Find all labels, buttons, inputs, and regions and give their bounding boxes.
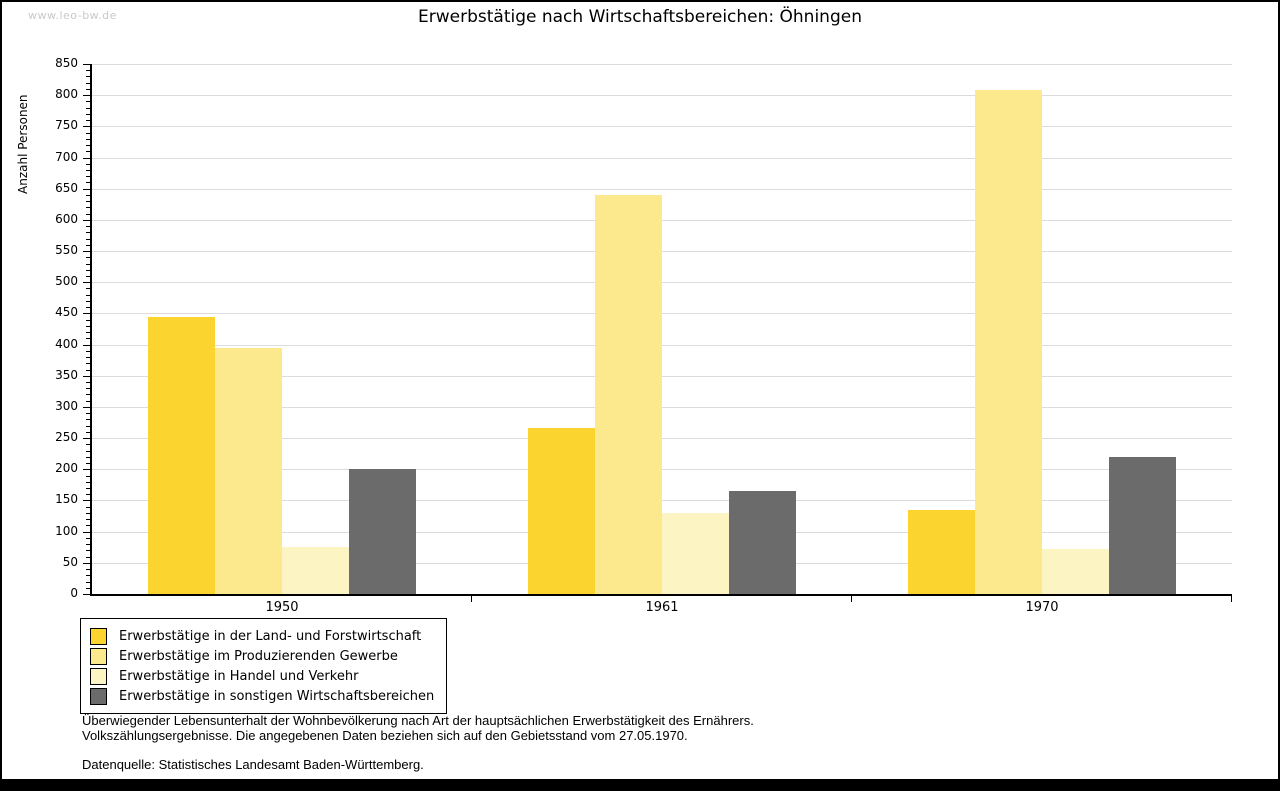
y-axis-tick [83, 469, 90, 470]
gridline [92, 189, 1232, 190]
y-axis-tick-label: 600 [55, 211, 78, 226]
y-axis-tick [83, 282, 90, 283]
y-axis-minor-tick [86, 145, 90, 146]
y-axis-tick-label: 100 [55, 523, 78, 538]
footnote-source: Datenquelle: Statistisches Landesamt Baden-Württemberg. [82, 757, 424, 772]
bar [975, 90, 1042, 594]
y-axis-minor-tick [86, 270, 90, 271]
y-axis-minor-tick [86, 70, 90, 71]
y-axis-minor-tick [86, 288, 90, 289]
y-axis-minor-tick [86, 525, 90, 526]
x-axis-category-label: 1970 [1025, 600, 1059, 615]
y-axis-minor-tick [86, 394, 90, 395]
gridline [92, 313, 1232, 314]
x-axis-tick [851, 596, 852, 602]
y-axis-minor-tick [86, 357, 90, 358]
y-axis-tick-label: 700 [55, 149, 78, 164]
y-axis-minor-tick [86, 351, 90, 352]
bar [148, 317, 215, 594]
y-axis-tick [83, 158, 90, 159]
y-axis-tick-label: 650 [55, 180, 78, 195]
y-axis-tick-label: 750 [55, 118, 78, 133]
y-axis-minor-tick [86, 582, 90, 583]
x-axis-category-label: 1961 [645, 600, 679, 615]
legend-row [90, 646, 434, 666]
y-axis-minor-tick [86, 201, 90, 202]
gridline [92, 345, 1232, 346]
gridline [92, 282, 1232, 283]
y-axis-minor-tick [86, 588, 90, 589]
y-axis-minor-tick [86, 176, 90, 177]
legend-swatch [90, 668, 107, 685]
y-axis-tick [83, 407, 90, 408]
y-axis-minor-tick [86, 195, 90, 196]
y-axis-minor-tick [86, 419, 90, 420]
legend-label: Erwerbstätige in der Land- und Forstwirtschaft [119, 628, 422, 644]
y-axis-minor-tick [86, 557, 90, 558]
y-axis-minor-tick [86, 301, 90, 302]
bar [729, 491, 796, 594]
y-axis-minor-tick [86, 482, 90, 483]
y-axis-tick-label: 400 [55, 336, 78, 351]
y-axis-minor-tick [86, 108, 90, 109]
y-axis-tick [83, 126, 90, 127]
y-axis-tick-label: 550 [55, 243, 78, 258]
y-axis-minor-tick [86, 519, 90, 520]
x-axis-category-label: 1950 [265, 600, 299, 615]
y-axis-minor-tick [86, 538, 90, 539]
legend-swatch [90, 648, 107, 665]
legend-swatch [90, 688, 107, 705]
y-axis-tick-label: 350 [55, 367, 78, 382]
y-axis-minor-tick [86, 426, 90, 427]
y-axis-minor-tick [86, 239, 90, 240]
y-axis-tick [83, 438, 90, 439]
y-axis-minor-tick [86, 401, 90, 402]
y-axis-tick-label: 850 [55, 56, 78, 70]
y-axis-minor-tick [86, 226, 90, 227]
y-axis-minor-tick [86, 388, 90, 389]
y-axis-minor-tick [86, 451, 90, 452]
y-axis-minor-tick [86, 363, 90, 364]
y-axis-minor-tick [86, 232, 90, 233]
y-axis-minor-tick [86, 569, 90, 570]
bar [662, 513, 729, 594]
y-axis-minor-tick [86, 494, 90, 495]
y-axis-minor-tick [86, 264, 90, 265]
gridline [92, 158, 1232, 159]
y-axis-tick-label: 500 [55, 274, 78, 289]
y-axis-tick-label: 200 [55, 461, 78, 476]
gridline [92, 126, 1232, 127]
y-axis-tick [83, 376, 90, 377]
y-axis-minor-tick [86, 207, 90, 208]
y-axis-minor-tick [86, 164, 90, 165]
legend-label: Erwerbstätige im Produzierenden Gewerbe [119, 648, 398, 664]
y-axis-minor-tick [86, 432, 90, 433]
y-axis-minor-tick [86, 575, 90, 576]
y-axis-tick-label: 250 [55, 430, 78, 445]
y-axis-tick [83, 64, 90, 65]
footnote-line: Volkszählungsergebnisse. Die angegebenen Daten beziehen sich auf den Gebietsstand vom 27.05.1970. [82, 728, 688, 743]
y-axis-minor-tick [86, 245, 90, 246]
bar [215, 348, 282, 594]
bar [1109, 457, 1176, 594]
y-axis-minor-tick [86, 151, 90, 152]
gridline [92, 64, 1232, 65]
bar [528, 428, 595, 594]
y-axis-tick [83, 220, 90, 221]
y-axis-minor-tick [86, 307, 90, 308]
y-axis-minor-tick [86, 338, 90, 339]
y-axis-tick [83, 594, 90, 595]
bar [349, 469, 416, 594]
y-axis-minor-tick [86, 133, 90, 134]
y-axis-tick [83, 345, 90, 346]
y-axis-tick-label: 300 [55, 398, 78, 413]
y-axis-tick-label: 800 [55, 87, 78, 102]
y-axis-tick [83, 500, 90, 501]
legend-row [90, 666, 434, 686]
y-axis-minor-tick [86, 276, 90, 277]
legend-row [90, 686, 434, 706]
y-axis-minor-tick [86, 182, 90, 183]
gridline [92, 95, 1232, 96]
y-axis-minor-tick [86, 332, 90, 333]
y-axis-minor-tick [86, 170, 90, 171]
y-axis-minor-tick [86, 444, 90, 445]
y-axis-minor-tick [86, 463, 90, 464]
y-axis-minor-tick [86, 114, 90, 115]
footnotes [82, 713, 754, 772]
y-axis-minor-tick [86, 89, 90, 90]
x-axis-tick [1231, 596, 1232, 602]
bar [908, 510, 975, 594]
y-axis-minor-tick [86, 488, 90, 489]
y-axis-minor-tick [86, 476, 90, 477]
y-axis-tick-label: 50 [62, 554, 78, 569]
y-axis-minor-tick [86, 382, 90, 383]
y-axis-minor-tick [86, 457, 90, 458]
y-axis-minor-tick [86, 413, 90, 414]
footnote-line: Überwiegender Lebensunterhalt der Wohnbevölkerung nach Art der hauptsächlichen Erwerbstätigkeit des Ernährers. [82, 713, 754, 728]
legend-label: Erwerbstätige in Handel und Verkehr [119, 668, 359, 684]
legend-swatch [90, 628, 107, 645]
y-axis-minor-tick [86, 320, 90, 321]
x-axis-tick [471, 596, 472, 602]
y-axis-minor-tick [86, 83, 90, 84]
bar [282, 547, 349, 594]
y-axis-tick [83, 251, 90, 252]
y-axis-minor-tick [86, 513, 90, 514]
y-axis-tick [83, 95, 90, 96]
y-axis-minor-tick [86, 120, 90, 121]
y-axis-minor-tick [86, 101, 90, 102]
bar [595, 195, 662, 594]
y-axis-minor-tick [86, 544, 90, 545]
y-axis-tick-label: 0 [70, 586, 78, 600]
y-axis-minor-tick [86, 214, 90, 215]
legend-row [90, 626, 434, 646]
y-axis-tick [83, 563, 90, 564]
y-axis-minor-tick [86, 295, 90, 296]
y-axis-minor-tick [86, 257, 90, 258]
plot-area [16, 56, 1232, 615]
y-axis-minor-tick [86, 550, 90, 551]
y-axis-minor-tick [86, 370, 90, 371]
legend-label: Erwerbstätige in sonstigen Wirtschaftsbereichen [119, 688, 435, 704]
gridline [92, 251, 1232, 252]
bar [1042, 549, 1109, 594]
y-axis-title: Anzahl Personen [16, 94, 30, 194]
y-axis-tick-label: 150 [55, 492, 78, 507]
y-axis-minor-tick [86, 76, 90, 77]
y-axis-tick-label: 450 [55, 305, 78, 320]
legend [80, 618, 447, 714]
chart-title: Erwerbstätige nach Wirtschaftsbereichen: Öhningen [418, 7, 862, 27]
y-axis-tick [83, 189, 90, 190]
y-axis-tick [83, 532, 90, 533]
y-axis-minor-tick [86, 326, 90, 327]
y-axis-tick [83, 313, 90, 314]
y-axis-minor-tick [86, 139, 90, 140]
site-watermark: www.leo-bw.de [28, 9, 117, 22]
gridline [92, 220, 1232, 221]
y-axis-minor-tick [86, 507, 90, 508]
